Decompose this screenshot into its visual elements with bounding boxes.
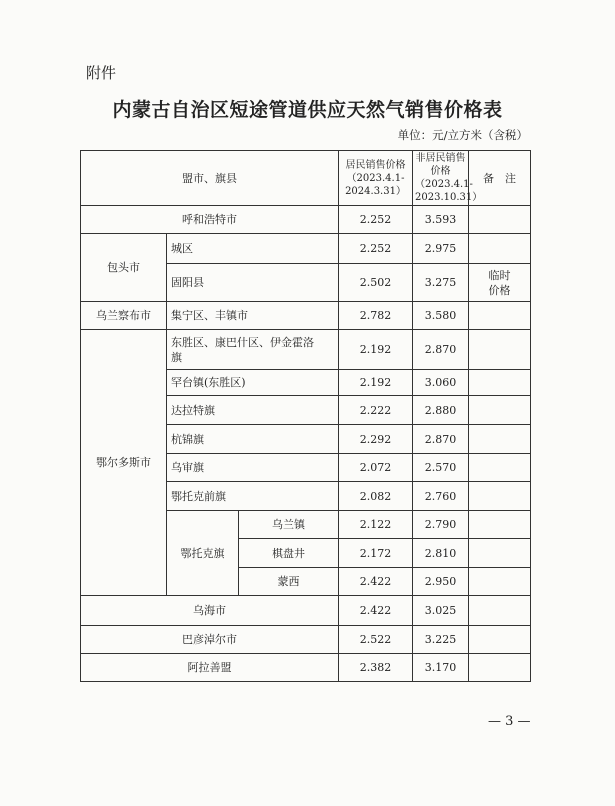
header-remarks: 备 注	[469, 151, 531, 206]
table-row: 棋盘井 2.172 2.810	[81, 539, 531, 568]
table-row: 达拉特旗 2.222 2.880	[81, 396, 531, 425]
table-row: 巴彦淖尔市 2.522 3.225	[81, 626, 531, 654]
table-row: 鄂托克前旗 2.082 2.760	[81, 482, 531, 511]
table-row: 包头市 城区 2.252 2.975	[81, 234, 531, 264]
table-row: 乌兰察布市 集宁区、丰镇市 2.782 3.580	[81, 302, 531, 330]
table-row: 阿拉善盟 2.382 3.170	[81, 654, 531, 682]
city-baotou: 包头市	[81, 234, 167, 302]
city-ordos: 鄂尔多斯市	[81, 330, 167, 596]
table-row: 乌海市 2.422 3.025	[81, 596, 531, 626]
table-header	[81, 151, 531, 206]
table-row: 鄂托克旗 乌兰镇 2.122 2.790	[81, 511, 531, 539]
city-wulanchabu: 乌兰察布市	[81, 302, 167, 330]
table-row: 呼和浩特市 2.252 3.593	[81, 206, 531, 234]
table-row: 乌审旗 2.072 2.570	[81, 454, 531, 482]
table-row: 固阳县 2.502 3.275 临时 价格	[81, 264, 531, 302]
header-residential: 居民销售价格 （2023.4.1- 2024.3.31）	[339, 151, 413, 206]
annex-label: 附件	[86, 64, 117, 82]
unit-note: 单位：元/立方米（含税）	[397, 128, 528, 142]
header-nonresidential: 非居民销售价格 （2023.4.1- 2023.10.31）	[413, 151, 469, 206]
remark-cell: 临时 价格	[469, 264, 531, 302]
table-row: 杭锦旗 2.292 2.870	[81, 425, 531, 454]
banner-etuoke: 鄂托克旗	[167, 511, 239, 596]
table-row: 蒙西 2.422 2.950	[81, 568, 531, 596]
table-row: 鄂尔多斯市 东胜区、康巴什区、伊金霍洛 旗 2.192 2.870	[81, 330, 531, 370]
page-number: — 3 —	[488, 714, 531, 729]
header-region: 盟市、旗县	[81, 151, 339, 206]
page-title: 内蒙古自治区短途管道供应天然气销售价格表	[112, 99, 503, 121]
table-row: 罕台镇(东胜区) 2.192 3.060	[81, 370, 531, 396]
price-table	[80, 150, 531, 682]
